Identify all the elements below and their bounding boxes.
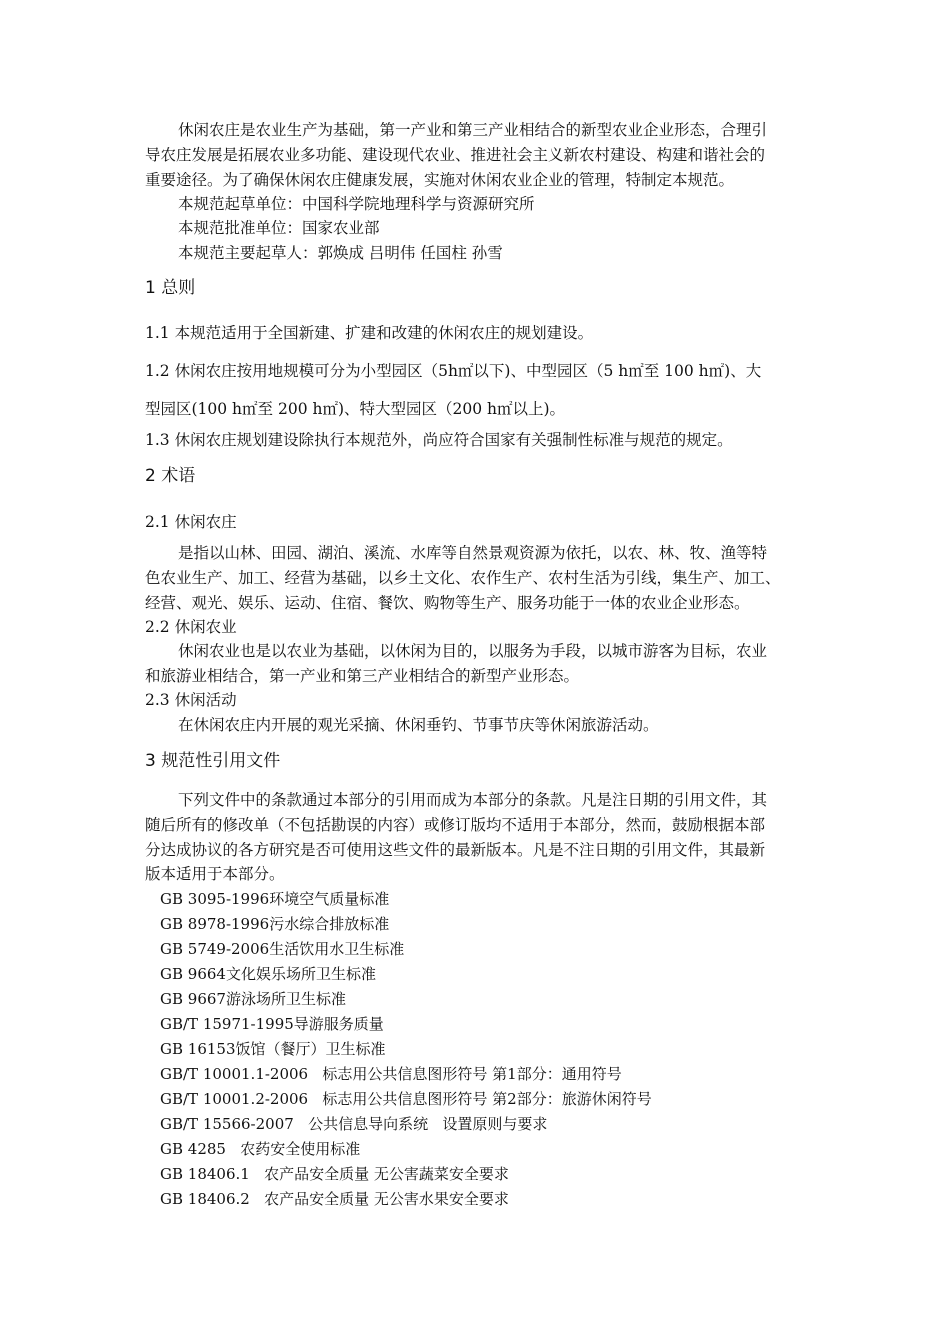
clause-1-2: 1.2 休闲农庄按用地规模可分为小型园区（5h㎡以下)、中型园区（5 h㎡至 100 h㎡)、大 [145,362,762,380]
term-definition-line: 经营、观光、娱乐、运动、住宿、餐饮、购物等生产、服务功能于一体的农业企业形态。 [145,594,750,612]
approval-unit: 本规范批准单位：国家农业部 [178,219,380,237]
reference-item: GB 18406.1 农产品安全质量 无公害蔬菜安全要求 [160,1165,509,1183]
section-heading-references: 3 规范性引用文件 [145,751,281,771]
reference-item: GB 4285 农药安全使用标准 [160,1140,361,1158]
reference-item: GB/T 15971-1995导游服务质量 [160,1015,384,1033]
term-title: 2.2 休闲农业 [145,618,237,636]
term-definition-line: 休闲农业也是以农业为基础，以休闲为目的，以服务为手段，以城市游客为目标，农业 [178,642,768,660]
reference-item: GB 8978-1996污水综合排放标准 [160,915,390,933]
term-title: 2.1 休闲农庄 [145,513,237,531]
term-definition-line: 和旅游业相结合，第一产业和第三产业相结合的新型产业形态。 [145,667,580,685]
section-heading-general: 1 总则 [145,278,196,298]
section-heading-terms: 2 术语 [145,466,196,486]
term-definition-line: 在休闲农庄内开展的观光采摘、休闲垂钓、节事节庆等休闲旅游活动。 [178,716,659,734]
reference-item: GB 3095-1996环境空气质量标准 [160,890,390,908]
term-definition-line: 色农业生产、加工、经营为基础，以乡土文化、农作生产、农村生活为引线，集生产、加工、 [145,569,781,587]
intro-paragraph-line: 重要途径。为了确保休闲农庄健康发展，实施对休闲农业企业的管理，特制定本规范。 [145,171,735,189]
reference-item: GB 9667游泳场所卫生标准 [160,990,346,1008]
clause-1-2-cont: 型园区(100 h㎡至 200 h㎡)、特大型园区（200 h㎡以上)。 [145,400,566,418]
clause-1-3: 1.3 休闲农庄规划建设除执行本规范外，尚应符合国家有关强制性标准与规范的规定。 [145,431,733,449]
reference-item: GB/T 10001.2-2006 标志用公共信息图形符号 第2部分：旅游休闲符号 [160,1090,652,1108]
intro-paragraph-line: 导农庄发展是拓展农业多功能、建设现代农业、推进社会主义新农村建设、构建和谐社会的 [145,146,766,164]
reference-item: GB 18406.2 农产品安全质量 无公害水果安全要求 [160,1190,509,1208]
term-definition-line: 是指以山林、田园、湖泊、溪流、水库等自然景观资源为依托，以农、林、牧、渔等特 [178,544,768,562]
intro-paragraph-line: 休闲农庄是农业生产为基础，第一产业和第三产业相结合的新型农业企业形态，合理引 [178,121,768,139]
references-paragraph-line: 版本适用于本部分。 [145,865,285,883]
reference-item: GB 16153饭馆（餐厅）卫生标准 [160,1040,386,1058]
reference-item: GB/T 15566-2007 公共信息导向系统 设置原则与要求 [160,1115,548,1133]
term-title: 2.3 休闲活动 [145,691,237,709]
drafting-unit: 本规范起草单位：中国科学院地理科学与资源研究所 [178,195,535,213]
reference-item: GB 5749-2006生活饮用水卫生标准 [160,940,405,958]
reference-item: GB/T 10001.1-2006 标志用公共信息图形符号 第1部分：通用符号 [160,1065,622,1083]
references-paragraph-line: 下列文件中的条款通过本部分的引用而成为本部分的条款。凡是注日期的引用文件，其 [178,791,768,809]
clause-1-1: 1.1 本规范适用于全国新建、扩建和改建的休闲农庄的规划建设。 [145,324,594,342]
drafters: 本规范主要起草人：郭焕成 吕明伟 任国柱 孙雪 [178,244,503,262]
reference-item: GB 9664文化娱乐场所卫生标准 [160,965,376,983]
references-paragraph-line: 分达成协议的各方研究是否可使用这些文件的最新版本。凡是不注日期的引用文件，其最新 [145,841,766,859]
references-paragraph-line: 随后所有的修改单（不包括勘误的内容）或修订版均不适用于本部分，然而，鼓励根据本部 [145,816,766,834]
